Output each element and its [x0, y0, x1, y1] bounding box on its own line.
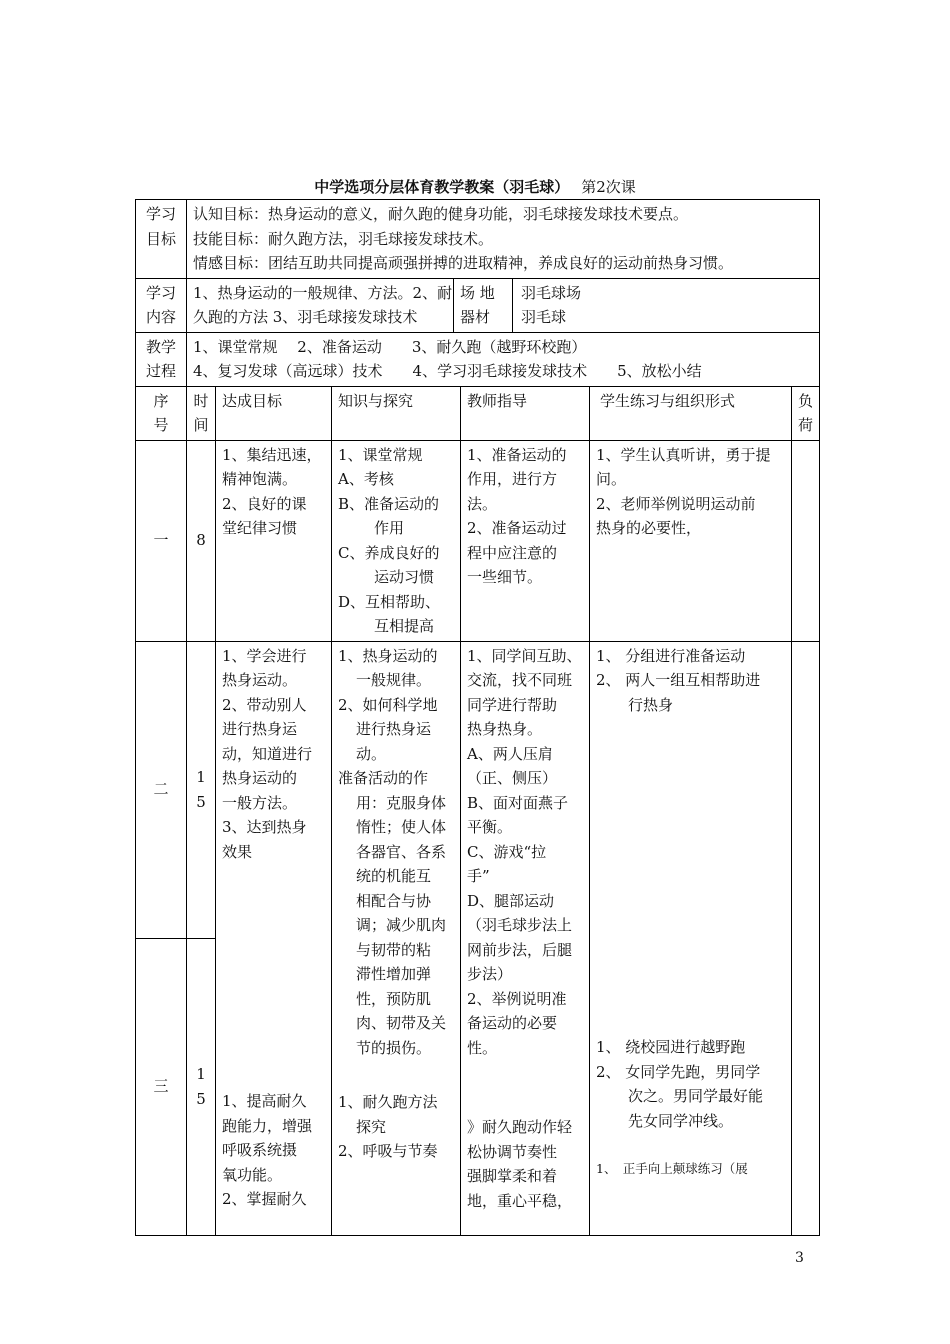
objectives-content: 认知目标：热身运动的意义，耐久跑的健身功能，羽毛球接发球技术要点。 技能目标：耐久跑方法，羽毛球接发球技术。 情感目标：团结互助共同提高顽强拼搏的进取精神，养成良好的运动前热身习惯。 [187, 200, 820, 279]
lesson-plan-table [135, 199, 820, 1236]
objectives-label: 学习 目标 [136, 200, 187, 279]
objectives-row [136, 200, 820, 279]
row-load [792, 440, 820, 641]
content-row [136, 278, 820, 332]
venue-label: 场 地 器材 [453, 279, 512, 332]
row-student: 1、 分组进行准备运动 2、 两人一组互相帮助进 行热身 1、 绕校园进行越野跑 2、 女同学先跑，男同学 次之。男同学最好能 先女同学冲线。 1、 正手向上颠球练习（展 [590, 641, 792, 1235]
row-student: 1、学生认真听讲，勇于提 问。 2、老师举例说明运动前 热身的必要性， [590, 440, 792, 641]
header-teacher: 教师指导 [461, 386, 590, 440]
lesson-number: 第2次课 [581, 178, 636, 196]
header-student: 学生练习与组织形式 [590, 386, 792, 440]
row-knowledge: 1、热身运动的 一般规律。 2、如何科学地 进行热身运 动。 准备活动的作 用：克服身体 惰性；使人体 各器官、各系 统的机能互 相配合与协 调；减少肌肉 与韧带的粘 滞性增加弹 性，预防肌 肉、韧带及关 节的损伤。 1、耐久跑方法 探究 2、呼吸与节奏 [332, 641, 461, 1235]
row-knowledge: 1、课堂常规 A、考核 B、准备运动的 作用 C、养成良好的 运动习惯 D、互相帮助、 互相提高 [332, 440, 461, 641]
row-seq-group: 二 三 [136, 641, 187, 1235]
header-goal: 达成目标 [216, 386, 332, 440]
row-load [792, 641, 820, 1235]
row-goal: 1、集结迅速， 精神饱满。 2、良好的课 堂纪律习惯 [216, 440, 332, 641]
process-content: 1、课堂常规 2、准备运动 3、耐久跑（越野环校跑） 4、复习发球（高远球）技术 4、学习羽毛球接发球技术 5、放松小结 [187, 332, 820, 386]
process-label: 教学 过程 [136, 332, 187, 386]
title-main: 中学选项分层体育教学教案（羽毛球） [314, 178, 570, 196]
table-row [136, 440, 820, 641]
row-seq: 一 [136, 440, 187, 641]
page-title [0, 176, 950, 197]
page-number: 3 [795, 1250, 804, 1266]
header-seq: 序 号 [136, 386, 187, 440]
row-teacher: 1、准备运动的 作用，进行方 法。 2、准备运动过 程中应注意的 一些细节。 [461, 440, 590, 641]
row-teacher: 1、同学间互助、 交流，找不同班 同学进行帮助 热身热身。 A、两人压肩 （正、侧压） B、面对面燕子 平衡。 C、游戏“拉 手” D、腿部运动 （羽毛球步法上 网前步法，后腿 步法） 2、举例说明准 备运动的必要 性。 》耐久跑动作轻 松协调节奏性 强脚掌柔和着 地，重心平稳， [461, 641, 590, 1235]
header-load: 负 荷 [792, 386, 820, 440]
content-label: 学习 内容 [136, 278, 187, 332]
content-text: 1、热身运动的一般规律、方法。2、耐 久跑的方法 3、羽毛球接发球技术 场 地 器材 羽毛球场 羽毛球 [187, 278, 590, 332]
process-row [136, 332, 820, 386]
venue-content: 羽毛球场 羽毛球 [512, 279, 590, 332]
table-row [136, 641, 820, 1235]
row-goal: 1、学会进行 热身运动。 2、带动别人 进行热身运 动，知道进行 热身运动的 一般方法。 3、达到热身 效果 1、提高耐久 跑能力，增强 呼吸系统摄 氧功能。 2、掌握耐久 [216, 641, 332, 1235]
header-row [136, 386, 820, 440]
header-time: 时 间 [187, 386, 216, 440]
row-time-group: 1 5 1 5 [187, 641, 216, 1235]
header-knowledge: 知识与探究 [332, 386, 461, 440]
row-time: 8 [187, 440, 216, 641]
